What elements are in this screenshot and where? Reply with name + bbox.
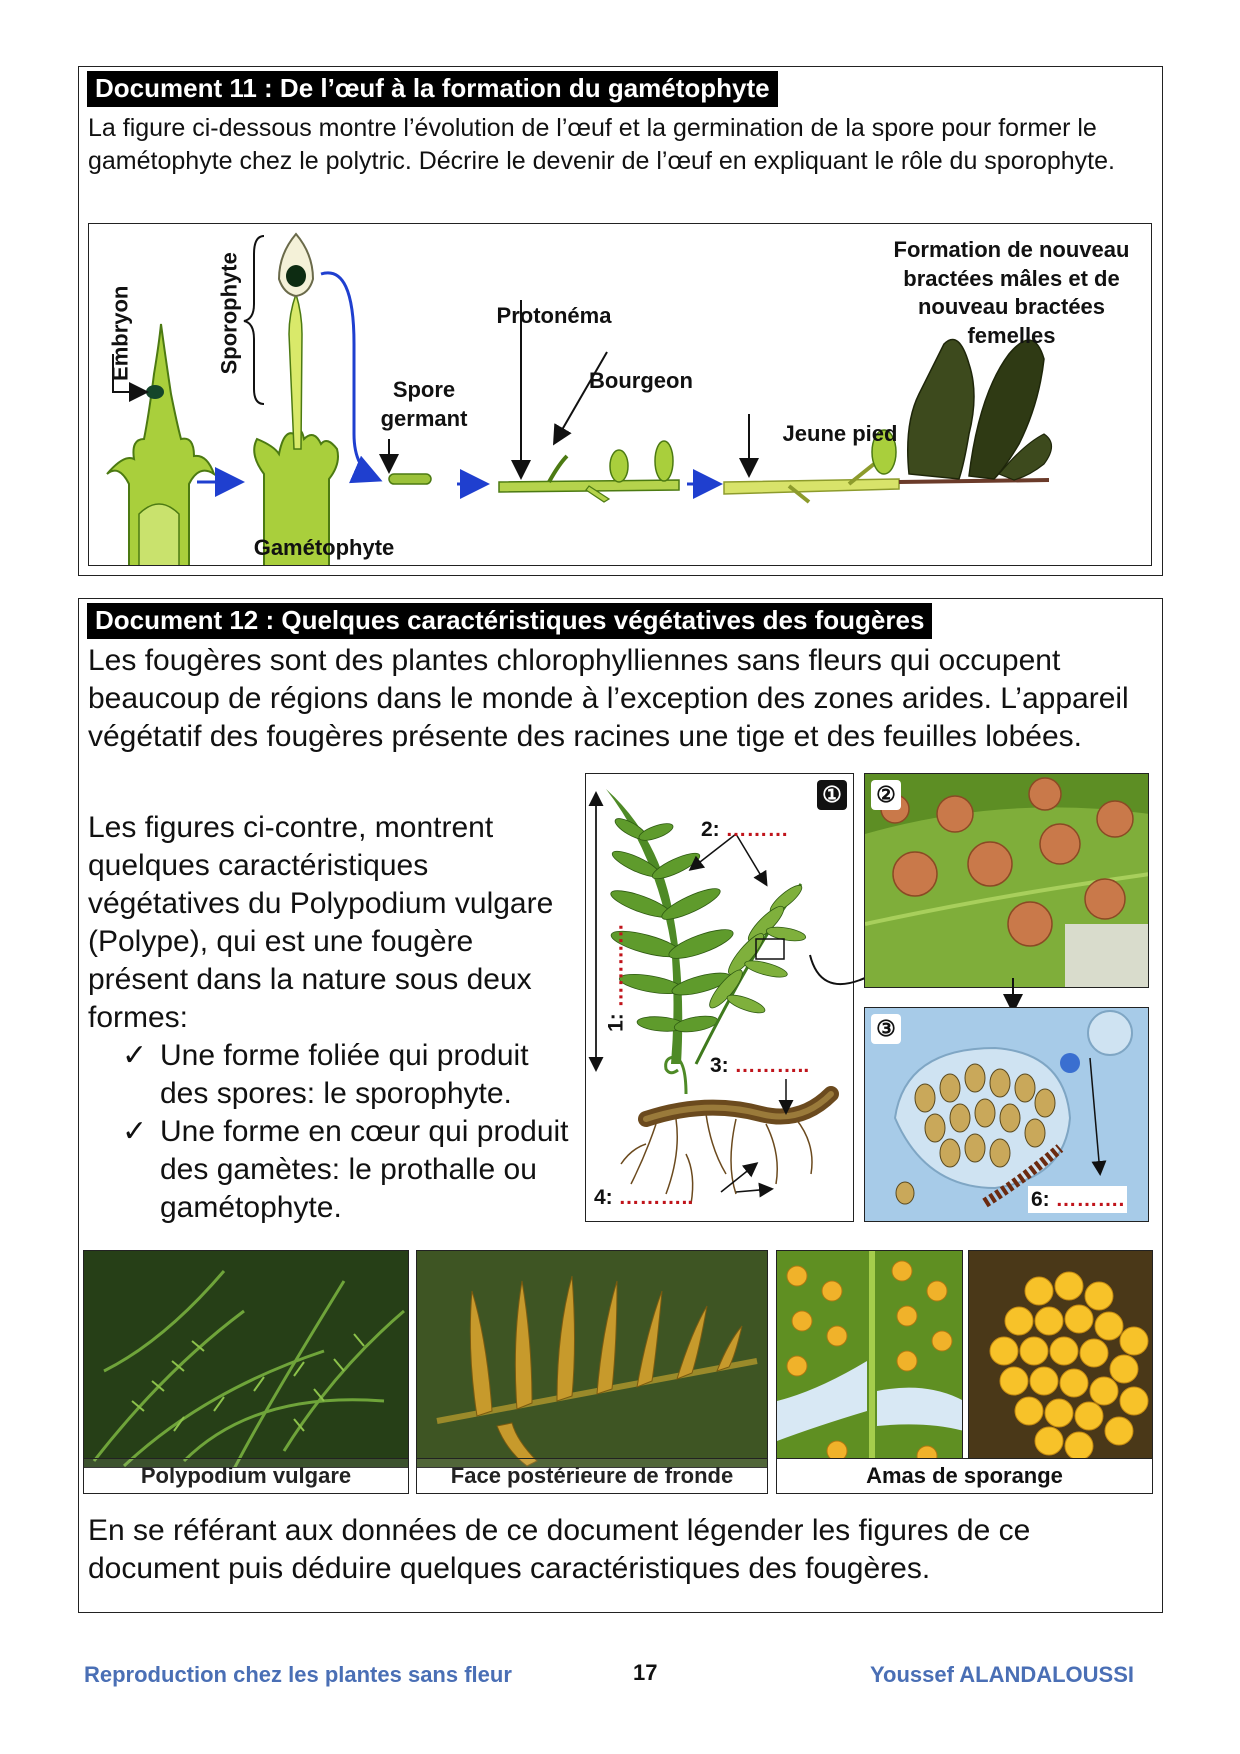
legend-6: [1028, 1186, 1127, 1213]
document-11-title: Document 11 : De l’œuf à la formation du gamétophyte: [87, 71, 778, 107]
footer-page-number: 17: [633, 1660, 658, 1685]
legend-2-dots: ………: [725, 818, 789, 841]
label-embryon: Embryon: [107, 285, 133, 381]
form-list: [122, 1037, 582, 1227]
legend-3-num: 3:: [710, 1054, 729, 1077]
document-12-paragraph-1: Les fougères sont des plantes chlorophylliennes sans fleurs qui occupent beaucoup de régions dans le monde à l’exception des zones arides. L’appareil végétatif des fougères présente des racines une tige et des feuilles lobées.: [88, 644, 1129, 753]
figure-number-3: ③: [871, 1014, 901, 1044]
list-item-text: Une forme en cœur qui produit des gamètes: le prothalle ou gamétophyte.: [160, 1115, 569, 1224]
document-11-intro: La figure ci-dessous montre l’évolution de l’œuf et la germination de la spore pour former le gamétophyte chez le polytric. Décrire le devenir de l’œuf en expliquant le rôle du sporophyte.: [88, 114, 1115, 175]
sori-illustration: [865, 774, 1149, 988]
legend-6-dots: ……….: [1055, 1188, 1125, 1211]
label-jeune-pied: Jeune pied: [782, 421, 898, 446]
caption-face-posterieure: Face postérieure de fronde: [416, 1458, 768, 1494]
legend-2: [701, 816, 789, 843]
figure-number-2: ②: [871, 780, 901, 810]
sporangium-cluster-illustration: [969, 1251, 1153, 1468]
protonema-drawing: [499, 441, 679, 502]
check-icon: ✓: [122, 1115, 148, 1148]
legend-3: [710, 1052, 809, 1079]
label-bourgeon: Bourgeon: [589, 368, 693, 393]
footer-author: Youssef ALANDALOUSSI: [870, 1662, 1135, 1687]
list-item-text: Une forme foliée qui produit des spores: le sporophyte.: [160, 1039, 529, 1110]
photo-face-posterieure: [416, 1250, 768, 1468]
footer-course-title: Reproduction chez les plantes sans fleur: [84, 1662, 512, 1687]
figure-2-sori-on-leaf: [864, 773, 1149, 988]
check-icon: ✓: [122, 1039, 148, 1072]
photo-amas-sporange-left: [776, 1250, 963, 1468]
figure-number-1: ①: [817, 780, 847, 810]
legend-6-num: 6:: [1031, 1188, 1050, 1211]
label-gametophyte: Gamétophyte: [253, 535, 395, 560]
label-spore-germant: Spore germant: [380, 377, 468, 431]
label-formation-bractees: Formation de nouveau bractées mâles et de nouveau bractées femelles: [893, 237, 1130, 348]
label-sporophyte: Sporophyte: [216, 252, 242, 375]
legend-2-num: 2:: [701, 818, 720, 841]
fronde-photo-illustration: [417, 1251, 768, 1468]
legend-4-dots: ………..: [618, 1186, 694, 1209]
caption-amas-sporange: Amas de sporange: [776, 1458, 1153, 1494]
document-12-title: Document 12 : Quelques caractéristiques végétatives des fougères: [87, 603, 932, 639]
list-item-gametophyte: [122, 1113, 582, 1227]
legend-1: [602, 908, 629, 1048]
caption-polypodium-vulgare: Polypodium vulgare: [83, 1458, 409, 1494]
legend-4: [594, 1184, 693, 1211]
moss-life-cycle-figure: [88, 223, 1152, 566]
figure-3-sporangium: [864, 1007, 1149, 1222]
gametophyte-sporophyte-drawing: [254, 234, 338, 566]
legend-1-dots: …………: [604, 923, 628, 1008]
document-12-conclusion: En se référant aux données de ce document légender les figures de ce document puis déduire quelques caractéristiques des fougères.: [88, 1514, 1031, 1585]
sori-photo-illustration: [777, 1251, 963, 1468]
legend-3-dots: ………..: [734, 1054, 810, 1077]
legend-1-num: 1:: [604, 1013, 628, 1032]
label-protonema: Protonéma: [496, 303, 612, 328]
document-12-paragraph-2: Les figures ci-contre, montrent quelques caractéristiques végétatives du Polypodium vulgare (Polype), qui est une fougère présent dans la nature sous deux formes:: [88, 811, 554, 1034]
polypodium-photo-illustration: [84, 1251, 409, 1468]
list-item-sporophyte: [122, 1037, 582, 1113]
legend-4-num: 4:: [594, 1186, 613, 1209]
photo-polypodium-vulgare: [83, 1250, 409, 1468]
photo-amas-sporange-right: [968, 1250, 1153, 1468]
